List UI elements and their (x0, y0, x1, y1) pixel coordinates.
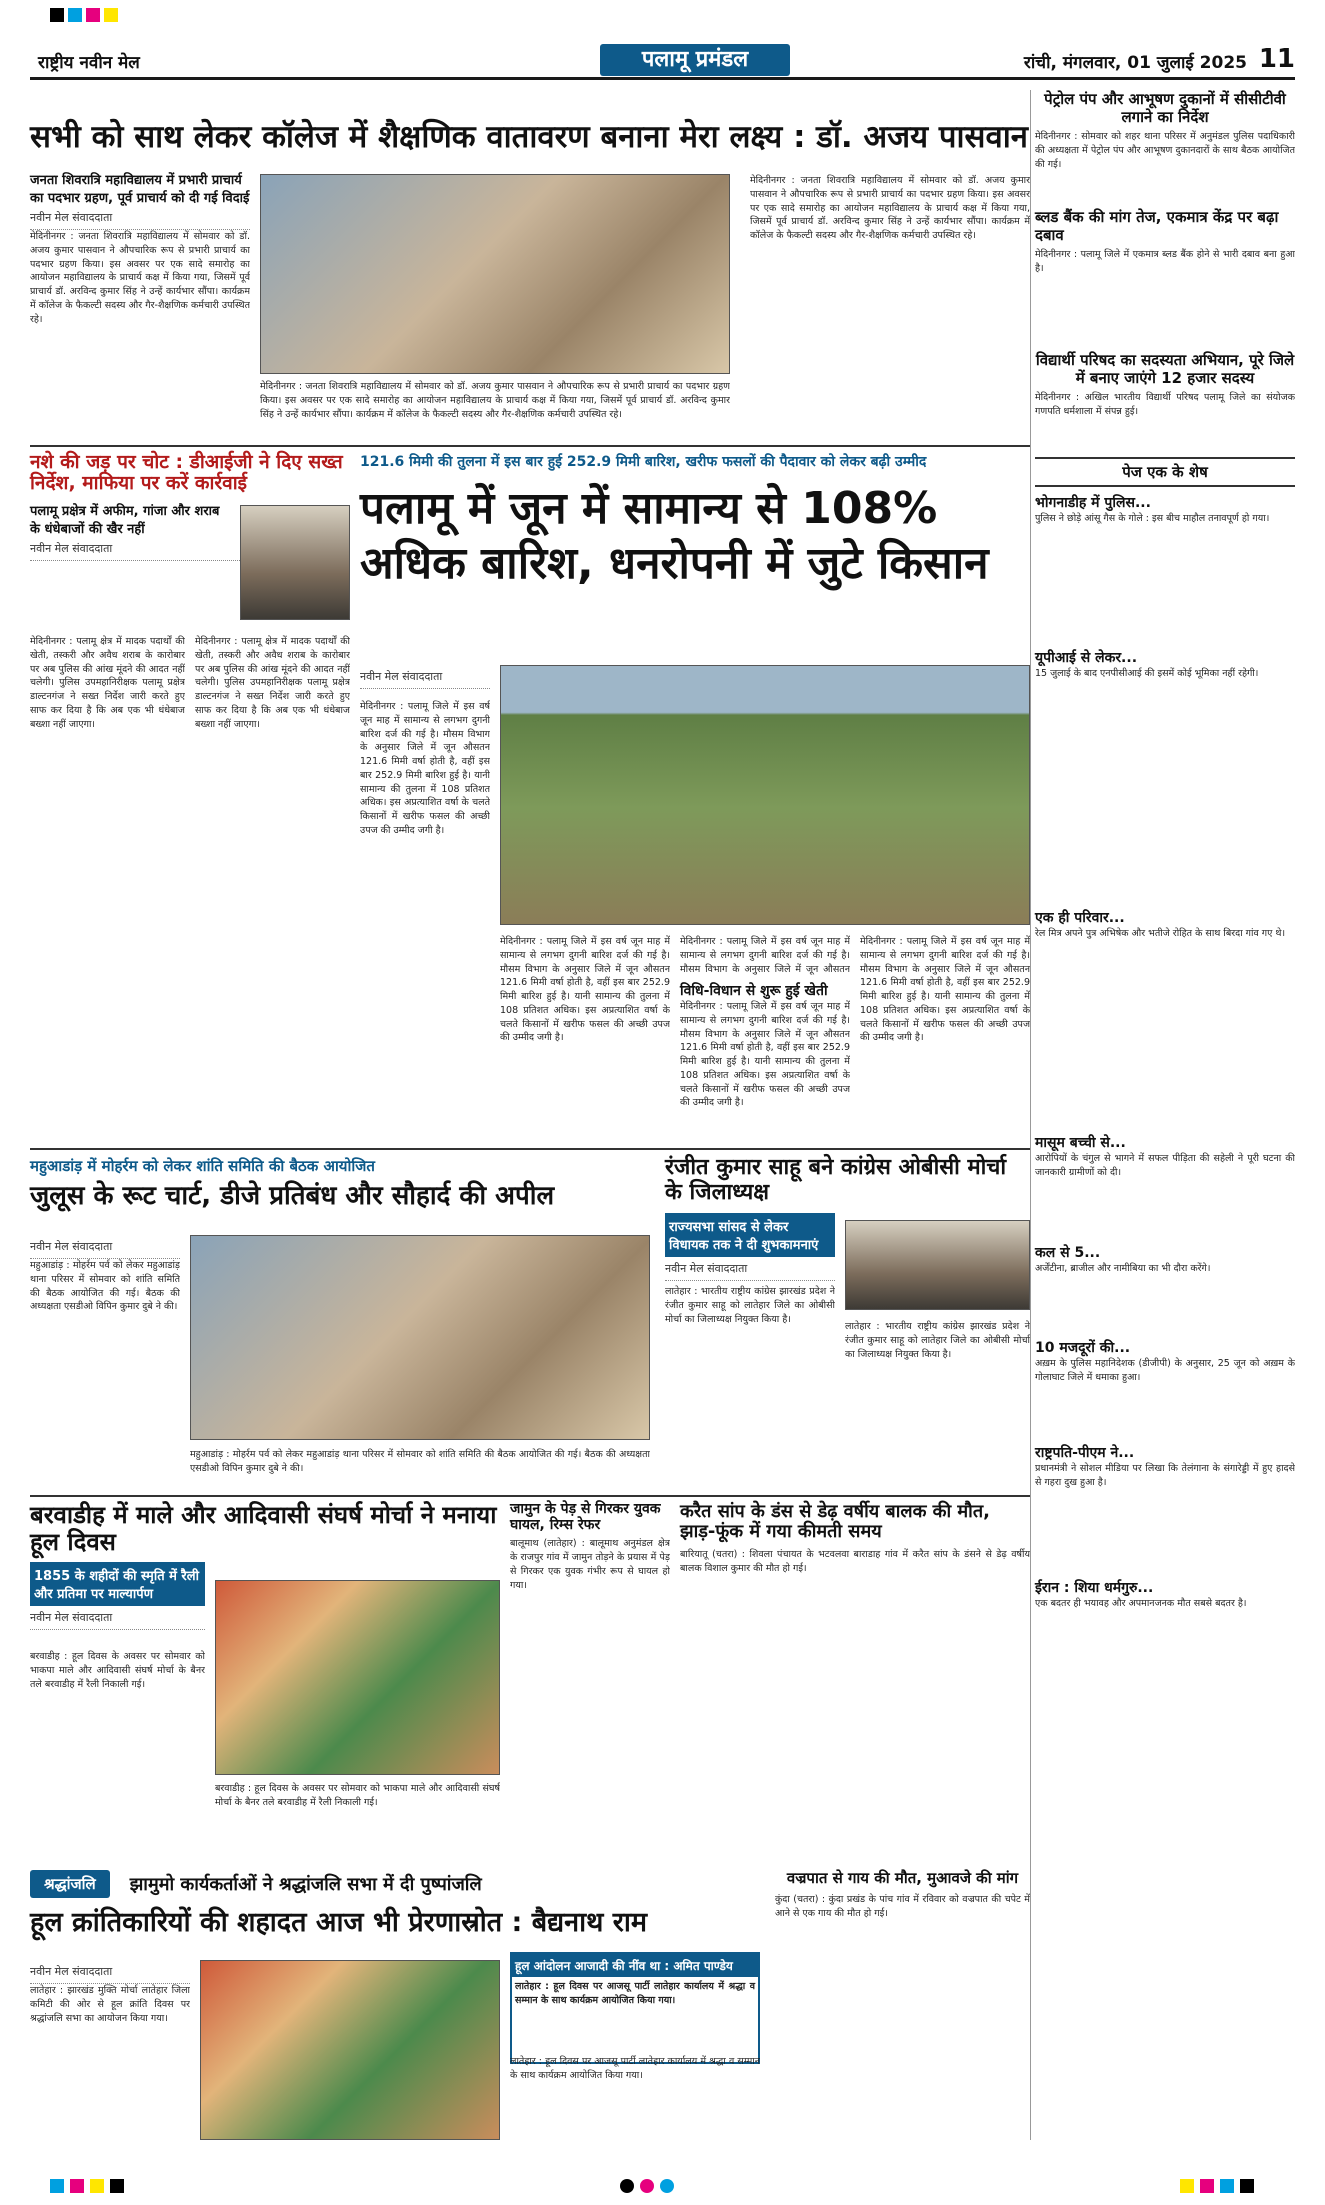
congress-body: लातेहार : भारतीय राष्ट्रीय कांग्रेस झारखंड प्रदेश ने रंजीत कुमार साहू को लातेहार जिले का ओबीसी मोर्चा का जिलाध्यक्ष नियुक्त किया है। (665, 1286, 835, 1325)
college-body-continued: मेदिनीनगर : जनता शिवरात्रि महाविद्यालय में सोमवार को डॉ. अजय कुमार पासवान ने औपचारिक रूप से प्रभारी प्राचार्य का पदभार ग्रहण किया। इस अवसर पर एक सादे समारोह का आयोजन महाविद्यालय के प्राचार्य कक्ष में किया गया, जिसमें पूर्व प्राचार्य डॉ. अरविन्द कुमार सिंह ने उन्हें कार्यभार सौंपा। कार्यक्रम में कॉलेज के फैकल्टी सदस्य और गैर-शैक्षणिक कर्मचारी उपस्थित रहे। (750, 175, 1030, 242)
petrol-body: मेदिनीनगर : सोमवार को शहर थाना परिसर में अनुमंडल पुलिस पदाधिकारी की अध्यक्षता में पेट्रोल पंप और आभूषण दुकानदारों के साथ बैठक आयोजित की गई। (1035, 131, 1295, 170)
jamun-body: बालूमाथ (लातेहार) : बालूमाथ अनुमंडल क्षेत्र के राजपुर गांव में जामुन तोड़ने के प्रयास में पेड़ से गिरकर एक युवक गंभीर रूप से घायल हो गया। (510, 1538, 670, 1591)
college-kicker: जनता शिवरात्रि महाविद्यालय में प्रभारी प्राचार्य का पदभार ग्रहण, पूर्व प्राचार्य को दी गई विदाई (30, 173, 250, 206)
rain-subhead: विधि-विधान से शुरू हुई खेती (680, 983, 828, 999)
shraddhanjali-byline: नवीन मेल संवाददाता (30, 1960, 190, 1984)
shraddhanjali-text (30, 1960, 190, 2174)
divider (30, 445, 1030, 447)
shraddhanjali-headline: हूल क्रांतिकारियों की शहादत आज भी प्रेरणास्रोत : बैद्यनाथ राम (30, 1907, 647, 1938)
section-tag: पलामू प्रमंडल (600, 44, 790, 76)
drugs-byline: नवीन मेल संवाददाता (30, 537, 350, 561)
shraddhanjali-kicker: झामुमो कार्यकर्ताओं ने श्रद्धांजलि सभा में दी पुष्पांजलि (129, 1874, 482, 1895)
muharram-body-2: महुआडांड़ : मोहर्रम पर्व को लेकर महुआडांड़ थाना परिसर में सोमवार को शांति समिति की बैठक आयोजित की गई। बैठक की अध्यक्षता एसडीओ विपिन कुमार दुबे ने की। (190, 1449, 650, 1474)
rain-headline: पलामू में जून में सामान्य से 108% अधिक बारिश, धनरोपनी में जुटे किसान (360, 483, 989, 589)
remainder-body-7: प्रधानमंत्री ने सोशल मीडिया पर लिखा कि तेलंगाना के संगारेड्डी में हुए हादसे से गहरा दुख हुआ है। (1035, 1463, 1295, 1488)
page-number: 11 (1258, 44, 1295, 74)
shraddhanjali-body-2: लातेहार : हूल दिवस पर आजसू पार्टी लातेहार कार्यालय में श्रद्धा व सम्मान के साथ कार्यक्रम आयोजित किया गया। (510, 2056, 760, 2081)
muharram-body: महुआडांड़ : मोहर्रम पर्व को लेकर महुआडांड़ थाना परिसर में सोमवार को शांति समिति की बैठक आयोजित की गई। बैठक की अध्यक्षता एसडीओ विपिन कुमार दुबे ने की। (30, 1260, 180, 1313)
remainder-body-1: पुलिस ने छोड़े आंसू गैस के गोले : इस बीच माहौल तनावपूर्ण हो गया। (1035, 513, 1270, 524)
muharram-story (30, 1156, 650, 1211)
divider (30, 1148, 1030, 1150)
paddy-field-photo (500, 665, 1030, 925)
page-header (30, 44, 1295, 80)
remainder-title-3: एक ही परिवार... (1035, 910, 1125, 926)
drugs-headline: नशे की जड़ पर चोट : डीआईजी ने दिए सख्त निर्देश, माफिया पर करें कार्रवाई (30, 451, 343, 495)
college-headline: सभी को साथ लेकर कॉलेज में शैक्षणिक वातावरण बनाना मेरा लक्ष्य : डॉ. अजय पासवान (30, 119, 1028, 155)
college-story (30, 170, 250, 420)
congress-body-2: लातेहार : भारतीय राष्ट्रीय कांग्रेस झारखंड प्रदेश ने रंजीत कुमार साहू को लातेहार जिले का ओबीसी मोर्चा का जिलाध्यक्ष नियुक्त किया है। (845, 1321, 1030, 1360)
hul-byline: नवीन मेल संवाददाता (30, 1606, 205, 1630)
cow-body: कुंदा (चतरा) : कुंदा प्रखंड के पांच गांव में रविवार को वज्रपात की चपेट में आने से एक गाय की मौत हो गई। (775, 1893, 1030, 1919)
college-photo (260, 174, 730, 374)
student-body: मेदिनीनगर : अखिल भारतीय विद्यार्थी परिषद पलामू जिले का संयोजक गणपति धर्मशाला में संपन्न हुई। (1035, 392, 1295, 417)
remainder-title-8: ईरान : शिया धर्मगुरु... (1035, 1580, 1154, 1596)
muharram-kicker: महुआडांड़ में मोहर्रम को लेकर शांति समिति की बैठक आयोजित (30, 1157, 375, 1175)
peace-meeting-photo (190, 1235, 650, 1440)
muharram-text (30, 1235, 180, 1469)
snake-body: बारियातू (चतरा) : शिवला पंचायत के भटवलवा बाराडाह गांव में करैत सांप के डंसने से डेढ़ वर्षीय बालक विशाल कुमार की मौत हो गई। (680, 1549, 1030, 1575)
remainder-title-6: 10 मजदूरों की... (1035, 1340, 1131, 1356)
brand-name: राष्ट्रीय नवीन मेल (38, 53, 140, 73)
blood-body: मेदिनीनगर : पलामू जिले में एकमात्र ब्लड बैंक होने से भारी दबाव बना हुआ है। (1035, 249, 1295, 274)
jamun-story (510, 1502, 670, 1867)
shraddhanjali-body: लातेहार : झारखंड मुक्ति मोर्चा लातेहार जिला कमिटी की ओर से हूल क्रांति दिवस पर श्रद्धांजलि सभा का आयोजन किया गया। (30, 1985, 190, 2024)
congress-kicker: राज्यसभा सांसद से लेकर विधायक तक ने दी शुभकामनाएं (665, 1213, 835, 1257)
cow-headline: वज्रपात से गाय की मौत, मुआवजे की मांग (786, 1869, 1019, 1887)
amit-pandey-inset (510, 1952, 760, 2064)
remainder-body-5: अर्जेंटीना, ब्राजील और नामीबिया का भी दौरा करेंगे। (1035, 1263, 1211, 1274)
registration-marks-bottom (50, 2179, 124, 2193)
sidebar (1035, 90, 1295, 1747)
rain-body-5: मेदिनीनगर : पलामू जिले में इस वर्ष जून माह में सामान्य से लगभग दुगनी बारिश दर्ज की गई है। मौसम विभाग के अनुसार जिले में जून औसतन 121.6 मिमी वर्षा होती है, वहीं इस बार 252.9 मिमी बारिश हुई है। यानी सामान्य की तुलना में 108 प्रतिशत अधिक। इस अप्रत्याशित वर्षा के चलते किसानों में खरीफ फसल की अच्छी उपज की उम्मीद जगी है। (860, 936, 1030, 1044)
drugs-body: मेदिनीनगर : पलामू क्षेत्र में मादक पदार्थों की खेती, तस्करी और अवैध शराब के कारोबार पर अब पुलिस की आंख मूंदने की आदत नहीं चलेगी। पुलिस उपमहानिरीक्षक पलामू प्रक्षेत्र डाल्टनगंज ने सख्त निर्देश जारी करते हुए साफ कर दिया है कि अब एक भी धंधेबाज बख्शा नहीं जाएगा। (30, 636, 185, 730)
snake-headline: करैत सांप के डंस से डेढ़ वर्षीय बालक की मौत, झाड़-फूंक में गया कीमती समय (680, 1501, 990, 1543)
hul-kicker: 1855 के शहीदों की स्मृति में रैली और प्रतिमा पर माल्यार्पण (30, 1562, 205, 1606)
student-headline: विद्यार्थी परिषद का सदस्यता अभियान, पूरे जिले में बनाए जाएंगे 12 हजार सदस्य (1035, 351, 1295, 387)
congress-leaders-photo (845, 1220, 1030, 1310)
rain-byline-box (360, 665, 490, 689)
dateline: रांची, मंगलवार, 01 जुलाई 2025 (1023, 53, 1247, 73)
rain-body-4: मेदिनीनगर : पलामू जिले में इस वर्ष जून माह में सामान्य से लगभग दुगनी बारिश दर्ज की गई है। मौसम विभाग के अनुसार जिले में जून औसतन 121.6 मिमी वर्षा होती है, वहीं इस बार 252.9 मिमी बारिश हुई है। यानी सामान्य की तुलना में 108 प्रतिशत अधिक। इस अप्रत्याशित वर्षा के चलते किसानों में खरीफ फसल की अच्छी उपज की उम्मीद जगी है। (680, 1001, 850, 1109)
remainder-title-4: मासूम बच्ची से... (1035, 1135, 1126, 1151)
registration-marks-top (50, 8, 118, 22)
muharram-headline: जुलूस के रूट चार्ट, डीजे प्रतिबंध और सौहार्द की अपील (30, 1181, 555, 1211)
college-body: मेदिनीनगर : जनता शिवरात्रि महाविद्यालय में सोमवार को डॉ. अजय कुमार पासवान ने औपचारिक रूप से प्रभारी प्राचार्य का पदभार ग्रहण किया। इस अवसर पर एक सादे समारोह का आयोजन महाविद्यालय के प्राचार्य कक्ष में किया गया, जिसमें पूर्व प्राचार्य डॉ. अरविन्द कुमार सिंह ने उन्हें कार्यभार सौंपा। कार्यक्रम में कॉलेज के फैकल्टी सदस्य और गैर-शैक्षणिक कर्मचारी उपस्थित रहे। (30, 231, 250, 325)
jamun-headline: जामुन के पेड़ से गिरकर युवक घायल, रिम्स रेफर (510, 1501, 661, 1533)
rain-story (360, 452, 1030, 591)
column-divider (1030, 90, 1031, 2140)
congress-byline: नवीन मेल संवाददाता (665, 1257, 835, 1281)
registration-marks-bottom-center (620, 2179, 674, 2193)
cow-story (775, 1870, 1030, 2128)
inset-title: हूल आंदोलन आजादी की नींव था : अमित पाण्डेय (512, 1954, 758, 1977)
remainder-title-7: राष्ट्रपति-पीएम ने... (1035, 1445, 1135, 1461)
remainder-body-2: 15 जुलाई के बाद एनपीसीआई की इसमें कोई भूमिका नहीं रहेगी। (1035, 668, 1259, 679)
rain-col-3 (680, 935, 850, 1140)
congress-headline: रंजीत कुमार साहू बने कांग्रेस ओबीसी मोर्चा के जिलाध्यक्ष (665, 1155, 1007, 1205)
remainder-title-2: यूपीआई से लेकर... (1035, 650, 1138, 666)
rain-byline: नवीन मेल संवाददाता (360, 665, 490, 689)
rain-body: मेदिनीनगर : पलामू जिले में इस वर्ष जून माह में सामान्य से लगभग दुगनी बारिश दर्ज की गई है। मौसम विभाग के अनुसार जिले में जून औसतन 121.6 मिमी वर्षा होती है, वहीं इस बार 252.9 मिमी बारिश हुई है। यानी सामान्य की तुलना में 108 प्रतिशत अधिक। इस अप्रत्याशित वर्षा के चलते किसानों में खरीफ फसल की अच्छी उपज की उम्मीद जगी है। (360, 701, 490, 836)
tribute-photo (200, 1960, 500, 2140)
hul-headline: बरवाडीह में माले और आदिवासी संघर्ष मोर्चा ने मनाया हूल दिवस (30, 1501, 497, 1556)
rain-kicker: 121.6 मिमी की तुलना में इस बार हुई 252.9 मिमी बारिश, खरीफ फसलों की पैदावार को लेकर बढ़ी उम्मीद (360, 454, 927, 470)
remainder-title: पेज एक के शेष (1035, 457, 1295, 487)
drugs-body-continued: मेदिनीनगर : पलामू क्षेत्र में मादक पदार्थों की खेती, तस्करी और अवैध शराब के कारोबार पर अब पुलिस की आंख मूंदने की आदत नहीं चलेगी। पुलिस उपमहानिरीक्षक पलामू प्रक्षेत्र डाल्टनगंज ने सख्त निर्देश जारी करते हुए साफ कर दिया है कि अब एक भी धंधेबाज बख्शा नहीं जाएगा। (195, 636, 350, 730)
remainder-body-6: अख़म के पुलिस महानिदेशक (डीजीपी) के अनुसार, 25 जून को अख़म के गोलाघाट जिले में धमाका हुआ। (1035, 1358, 1295, 1383)
shraddhanjali-tag: श्रद्धांजलि (30, 1870, 110, 1898)
remainder-title-5: कल से 5... (1035, 1245, 1101, 1261)
rain-body-3: मेदिनीनगर : पलामू जिले में इस वर्ष जून माह में सामान्य से लगभग दुगनी बारिश दर्ज की गई है। मौसम विभाग के अनुसार जिले में जून औसतन (680, 936, 850, 975)
blood-headline: ब्लड बैंक की मांग तेज, एकमात्र केंद्र पर बढ़ा दबाव (1035, 208, 1279, 244)
inset-body: लातेहार : हूल दिवस पर आजसू पार्टी लातेहार कार्यालय में श्रद्धा व सम्मान के साथ कार्यक्रम आयोजित किया गया। (515, 1981, 755, 2006)
shraddhanjali-story (30, 1870, 760, 1938)
remainder-body-4: आरोपियों के चंगुल से भागने में सफल पीड़िता की सहेली ने पूरी घटना की जानकारी ग्रामीणों को दी। (1035, 1153, 1295, 1178)
petrol-headline: पेट्रोल पंप और आभूषण दुकानों में सीसीटीवी लगाने का निर्देश (1044, 90, 1286, 126)
remainder-body-8: एक बदतर ही भयावह और अपमानजनक मौत सबसे बदतर है। (1035, 1598, 1247, 1609)
hul-rally-photo (215, 1580, 500, 1775)
snake-story (680, 1502, 1030, 1848)
hul-body: बरवाडीह : हूल दिवस के अवसर पर सोमवार को भाकपा माले और आदिवासी संघर्ष मोर्चा के बैनर तले बरवाडीह में रैली निकाली गई। (30, 1651, 205, 1690)
registration-marks-bottom-right (1180, 2179, 1254, 2193)
divider (30, 1495, 1030, 1497)
rain-body-2: मेदिनीनगर : पलामू जिले में इस वर्ष जून माह में सामान्य से लगभग दुगनी बारिश दर्ज की गई है। मौसम विभाग के अनुसार जिले में जून औसतन 121.6 मिमी वर्षा होती है, वहीं इस बार 252.9 मिमी बारिश हुई है। यानी सामान्य की तुलना में 108 प्रतिशत अधिक। इस अप्रत्याशित वर्षा के चलते किसानों में खरीफ फसल की अच्छी उपज की उम्मीद जगी है। (500, 936, 670, 1044)
remainder-title-1: भोगनाडीह में पुलिस... (1035, 495, 1151, 511)
college-byline: नवीन मेल संवाददाता (30, 206, 250, 230)
drugs-kicker: पलामू प्रक्षेत्र में अफीम, गांजा और शराब के धंधेबाजों की खैर नहीं (30, 503, 220, 537)
hul-body-2: बरवाडीह : हूल दिवस के अवसर पर सोमवार को भाकपा माले और आदिवासी संघर्ष मोर्चा के बैनर तले बरवाडीह में रैली निकाली गई। (215, 1783, 500, 1808)
dig-photo (240, 505, 350, 620)
college-photo-caption-body: मेदिनीनगर : जनता शिवरात्रि महाविद्यालय में सोमवार को डॉ. अजय कुमार पासवान ने औपचारिक रूप से प्रभारी प्राचार्य का पदभार ग्रहण किया। इस अवसर पर एक सादे समारोह का आयोजन महाविद्यालय के प्राचार्य कक्ष में किया गया, जिसमें पूर्व प्राचार्य डॉ. अरविन्द कुमार सिंह ने उन्हें कार्यभार सौंपा। कार्यक्रम में कॉलेज के फैकल्टी सदस्य और गैर-शैक्षणिक कर्मचारी उपस्थित रहे। (260, 381, 730, 420)
muharram-byline: नवीन मेल संवाददाता (30, 1235, 180, 1259)
remainder-body-3: रेल मित्र अपने पुत्र अभिषेक और भतीजे रोहित के साथ बिरदा गांव गए थे। (1035, 928, 1286, 939)
